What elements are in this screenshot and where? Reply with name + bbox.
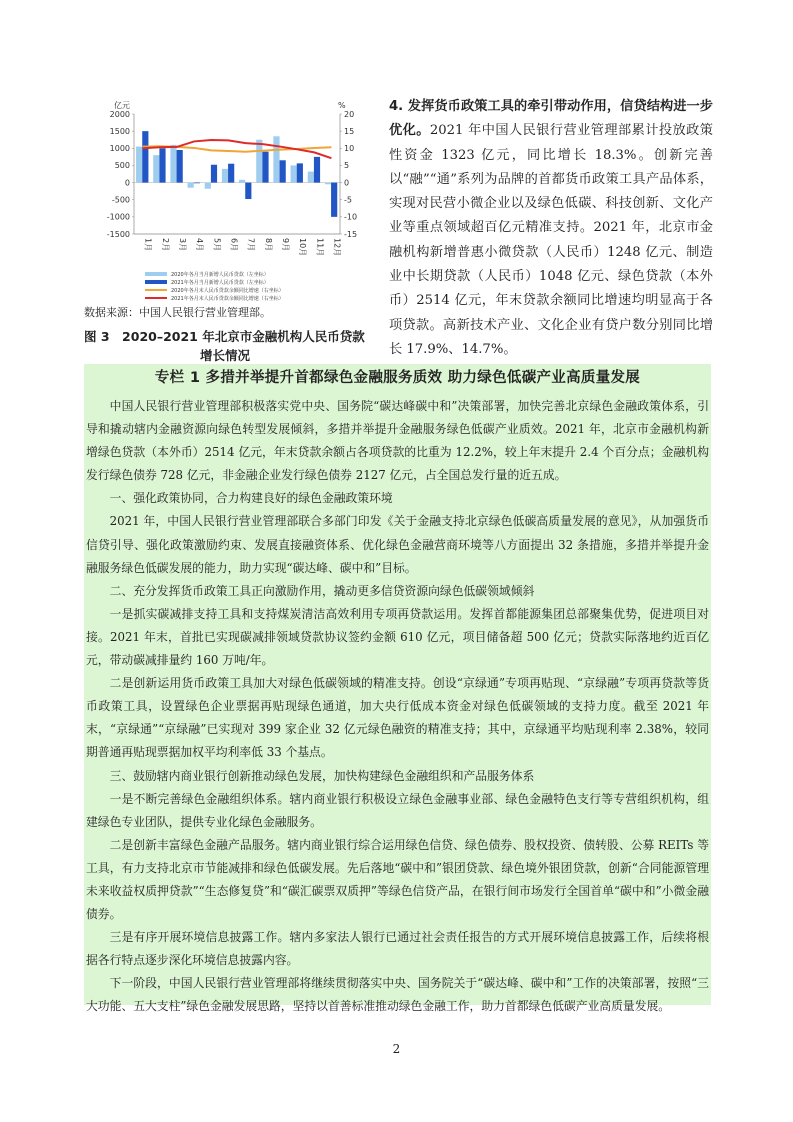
- bar: [308, 172, 314, 183]
- legend-item: [145, 278, 365, 286]
- bar: [211, 165, 217, 183]
- category-label: 4月: [195, 238, 205, 252]
- category-label: 11月: [315, 238, 325, 257]
- left-tick-label: 0: [124, 178, 130, 188]
- bar: [331, 183, 337, 217]
- loan-growth-chart: [100, 98, 358, 298]
- box-paragraph: 三是有序开展环境信息披露工作。辖内多家法人银行已通过社会责任报告的方式开展环境信息披露工作，后续将根据各行特点逐步深化环境信息披露内容。: [86, 930, 709, 968]
- box-title: 专栏 1 多措并举提升首都绿色金融服务质效 助力绿色低碳产业高质量发展: [154, 370, 641, 386]
- box-paragraph: 中国人民银行营业管理部积极落实党中央、国务院“碳达峰碳中和”决策部署，加快完善北京绿色金融政策体系，引导和撬动辖内金融资源向绿色转型发展倾斜，多措并举提升金融服务绿色低碳产业质效。2021 年，北京市金融机构新增绿色贷款（本外币）2514 亿元，年末贷款余额占各项贷款的比重为 12.2%，较上年末提升 2.4 个百分点；金融机构发行绿色债券 728 亿元，非金融企业发行绿色债券 2127 亿元，占全国总发行量的近五成。: [86, 399, 709, 483]
- legend-item: [145, 270, 365, 278]
- right-tick-label: 10: [344, 144, 355, 154]
- right-unit-label: %: [338, 101, 346, 110]
- bar: [239, 180, 245, 183]
- category-label: 5月: [212, 238, 222, 252]
- box-body: [84, 387, 711, 1019]
- right-tick-label: -10: [344, 212, 358, 222]
- figure-caption-line1: 图 3 2020–2021 年北京市金融机构人民币贷款: [84, 329, 365, 344]
- bar: [325, 183, 331, 185]
- bar: [222, 169, 228, 183]
- bar: [256, 140, 262, 183]
- bar: [273, 136, 279, 182]
- bar: [142, 131, 148, 182]
- section-body: 2021 年中国人民银行营业管理部累计投放政策性资金 1323 亿元，同比增长 18.3%。创新完善以“融”“通”系列为品牌的首都货币政策工具产品体系，实现对民营小微企业以及绿色低碳、科技创新、文化产业等重点领域超百亿元精准支持。2021 年，北京市金融机构新增普惠小微贷款（人民币）1248 亿元、制造业中长期贷款（人民币）1048 亿元、绿色贷款（本外币）2514 亿元，年末贷款余额同比增速均明显高于各项贷款。高新技术产业、文化企业有贷户数分别同比增长 17.9%、14.7%。: [389, 123, 713, 357]
- box-paragraph: 一是不断完善绿色金融组织体系。辖内商业银行积极设立绿色金融事业部、绿色金融特色支行等专营组织机构，组建绿色专业团队，提供专业化绿色金融服务。: [86, 791, 709, 829]
- legend-label: 2021年各月当月新增人民币贷款（左坐标）: [171, 279, 269, 286]
- bar: [280, 160, 286, 182]
- page-number: 2: [392, 1042, 401, 1056]
- bar: [228, 164, 234, 183]
- legend-label: 2020年各月末人民币贷款余额同比增速（右坐标）: [171, 287, 284, 294]
- bar: [314, 157, 320, 183]
- section-lead: 4. 发挥货币政策工具的牵引带动作用，信贷结构进一步优化。: [389, 99, 713, 139]
- right-tick-label: 5: [344, 161, 350, 171]
- left-tick-label: -1500: [106, 229, 130, 239]
- legend-swatch: [145, 280, 167, 284]
- left-tick-label: -1000: [106, 212, 130, 222]
- left-tick-label: 2000: [109, 109, 130, 119]
- box-heading: 二、充分发挥货币政策工具正向激励作用，撬动更多信贷资源向绿色低碳领域倾斜: [109, 583, 535, 598]
- category-label: 8月: [263, 238, 273, 252]
- left-unit-label: 亿元: [114, 101, 130, 110]
- right-column-text: [389, 95, 713, 362]
- figure-source: 数据来源：中国人民银行营业管理部。: [84, 306, 271, 319]
- legend-swatch: [145, 272, 167, 276]
- left-tick-label: -500: [111, 195, 130, 205]
- chart-legend: [145, 270, 365, 302]
- legend-swatch: [145, 297, 167, 299]
- box-heading: 一、强化政策协同，合力构建良好的绿色金融政策环境: [109, 491, 393, 506]
- bar: [297, 163, 303, 182]
- figure-caption-line2: 增长情况: [200, 348, 251, 363]
- box-paragraph: 一是抓实碳减排支持工具和支持煤炭清洁高效利用专项再贷款运用。发挥首都能源集团总部聚集优势，促进项目对接。2021 年末，首批已实现碳减排领域贷款协议签约金额 610 亿元，项目储备超 500 亿元；贷款实际落地约近百亿元，带动碳减排量约 160 万吨/年。: [86, 606, 709, 668]
- legend-label: 2020年各月当月新增人民币贷款（左坐标）: [171, 271, 269, 278]
- right-tick-label: 20: [344, 109, 355, 119]
- bar: [177, 150, 183, 183]
- category-label: 12月: [332, 238, 342, 257]
- bar: [188, 183, 194, 188]
- category-label: 9月: [280, 238, 290, 252]
- bar: [205, 183, 211, 189]
- legend-swatch: [145, 289, 167, 291]
- bar: [153, 155, 159, 182]
- right-tick-label: -5: [344, 195, 352, 205]
- category-label: 7月: [246, 238, 256, 252]
- category-label: 10月: [298, 238, 308, 257]
- category-label: 2月: [160, 238, 170, 252]
- left-tick-label: 1000: [109, 144, 130, 154]
- box-paragraph: 二是创新丰富绿色金融产品服务。辖内商业银行综合运用绿色信贷、绿色债券、股权投资、债转股、公募 REITs 等工具，有力支持北京市节能减排和绿色低碳发展。先后落地“碳中和”银团贷款、绿色境外银团贷款，创新“合同能源管理未来收益权质押贷款”“生态修复贷”和“碳汇碳票双质押”等绿色信贷产品，在银行间市场发行全国首单“碳中和”小微金融债券。: [86, 837, 709, 922]
- legend-item: [145, 286, 365, 294]
- category-label: 1月: [143, 238, 153, 252]
- right-tick-label: -15: [344, 229, 358, 239]
- category-label: 3月: [177, 238, 187, 252]
- bar: [159, 148, 165, 182]
- box-paragraph: 2021 年，中国人民银行营业管理部联合多部门印发《关于金融支持北京绿色低碳高质量发展的意见》，从加强货币信贷引导、强化政策激励约束、发展直接融资体系、优化绿色金融营商环境等八方面提出 32 条措施，多措并举提升金融服务绿色低碳发展的能力，助力实现“碳达峰、碳中和”目标。: [86, 514, 709, 575]
- bar: [262, 152, 268, 183]
- legend-item: [145, 294, 365, 302]
- green-finance-column-box: [84, 364, 711, 1014]
- category-label: 6月: [229, 238, 239, 252]
- bar: [194, 183, 200, 184]
- right-tick-label: 0: [344, 178, 350, 188]
- bar: [245, 183, 251, 199]
- bar: [170, 145, 176, 183]
- legend-label: 2021年各月末人民币贷款余额同比增速（右坐标）: [171, 295, 284, 302]
- box-heading: 三、鼓励辖内商业银行创新推动绿色发展，加快构建绿色金融组织和产品服务体系: [109, 768, 535, 783]
- bar: [136, 147, 142, 183]
- figure-caption: [84, 327, 384, 365]
- left-tick-label: 500: [114, 161, 130, 171]
- box-paragraph: 下一阶段，中国人民银行营业管理部将继续贯彻落实中央、国务院关于“碳达峰、碳中和”工作的决策部署，按照“三大功能、五大支柱”绿色金融发展思路，坚持以首善标准推动绿色金融工作，助力首都绿色低碳产业高质量发展。: [86, 976, 709, 1014]
- right-tick-label: 15: [344, 126, 355, 136]
- bar: [291, 165, 297, 182]
- box-paragraph: 二是创新运用货币政策工具加大对绿色低碳领域的精准支持。创设“京绿通”专项再贴现、“京绿融”专项再贷款等货币政策工具，设置绿色企业票据再贴现绿色通道，加大央行低成本资金对绿色低碳领域的支持力度。截至 2021 年末，“京绿通”“京绿融”已实现对 399 家企业 32 亿元绿色融资的精准支持；其中，京绿通平均贴现利率 2.38%，较同期普通再贴现票据加权平均利率低 33 个基点。: [86, 676, 709, 760]
- left-tick-label: 1500: [109, 126, 130, 136]
